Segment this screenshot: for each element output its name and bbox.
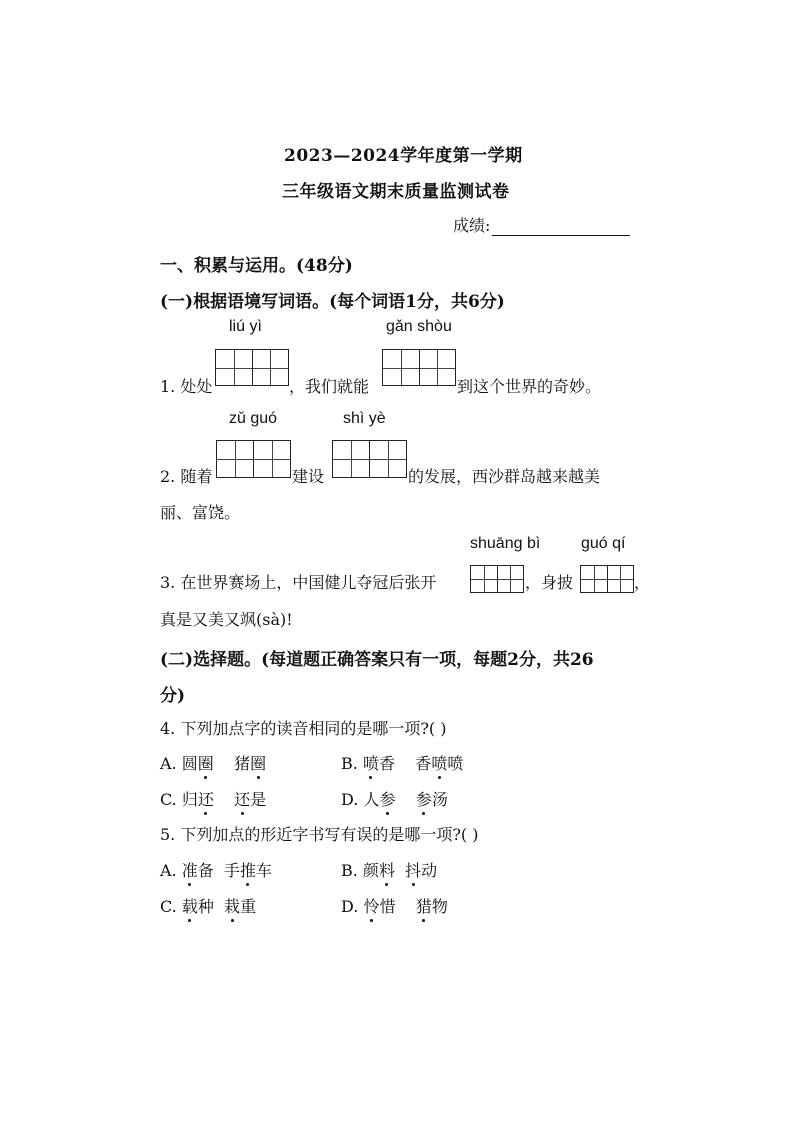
option-text: [395, 790, 415, 809]
q5-option-a[interactable]: [160, 858, 272, 881]
option-text: 备 手: [197, 861, 240, 880]
q4-stem: 4. 下列加点字的读音相同的是哪一项?( ): [160, 719, 447, 738]
option-text: 香 香: [378, 754, 432, 773]
part2-heading: (二)选择题。(每道题正确答案只有一项，每题2分，共26: [160, 650, 594, 670]
grid-cell[interactable]: [581, 566, 607, 592]
option-text: B.: [341, 754, 363, 773]
q4-option-c[interactable]: [160, 787, 266, 810]
section1-heading: 一、积累与运用。(48分): [160, 256, 353, 276]
option-text: D. 人: [341, 790, 380, 809]
option-text: 惜: [379, 897, 416, 916]
grid-cell[interactable]: [419, 350, 456, 385]
q3-answer-grid-1[interactable]: [470, 565, 524, 593]
q2-text-b: 建设: [292, 467, 325, 486]
q1-answer-grid-2[interactable]: [382, 349, 456, 386]
option-text: 猪: [213, 754, 251, 773]
dotted-char: 还: [234, 787, 250, 810]
dotted-char: 喷: [431, 751, 447, 774]
dotted-char: 喷: [363, 751, 379, 774]
option-text: 种: [197, 897, 225, 916]
option-text: D.: [341, 897, 364, 916]
option-text: [395, 861, 405, 880]
pinyin-zu-guo: zǔ guó: [229, 410, 278, 427]
q2-answer-grid-2[interactable]: [332, 440, 407, 478]
score-label: 成绩:: [453, 216, 491, 235]
q1-text-a: 1. 处处: [160, 377, 213, 396]
pinyin-liu-yi: liú yì: [229, 318, 262, 335]
grid-cell[interactable]: [252, 350, 289, 385]
grid-cell[interactable]: [333, 441, 369, 477]
q5-option-d[interactable]: [341, 894, 448, 917]
grid-cell[interactable]: [471, 566, 497, 592]
option-text: A. 圆: [160, 754, 198, 773]
part1-heading: (一)根据语境写词语。(每个词语1分，共6分): [160, 292, 505, 312]
option-text: B. 颜: [341, 861, 379, 880]
q5-stem: 5. 下列加点的形近字书写有误的是哪一项?( ): [160, 825, 479, 844]
option-text: 物: [431, 897, 448, 916]
q3-text-c: ，: [634, 573, 651, 592]
exam-title: 三年级语文期末质量监测试卷: [282, 182, 510, 202]
dotted-char: 猎: [416, 894, 432, 917]
grid-cell[interactable]: [217, 441, 253, 477]
option-text: [214, 790, 234, 809]
part2-heading-cont: 分): [160, 686, 186, 706]
q3-text-d: 真是又美又飒(sà)!: [160, 610, 293, 629]
dotted-char: 料: [379, 858, 395, 881]
dotted-char: 圈: [250, 751, 266, 774]
dotted-char: 载: [182, 894, 198, 917]
option-text: 车: [255, 861, 272, 880]
option-text: C. 归: [160, 790, 198, 809]
dotted-char: 参: [379, 787, 395, 810]
pinyin-gan-shou: gǎn shòu: [386, 318, 452, 335]
q3-answer-grid-2[interactable]: [580, 565, 634, 593]
q1-text-c: 到这个世界的奇妙。: [457, 377, 602, 396]
q2-text-d: 丽、富饶。: [160, 503, 241, 522]
grid-cell[interactable]: [253, 441, 290, 477]
q5-option-b[interactable]: [341, 858, 437, 881]
dotted-char: 推: [240, 858, 256, 881]
grid-cell[interactable]: [383, 350, 419, 385]
dotted-char: 抖: [405, 858, 421, 881]
option-text: 喷: [447, 754, 464, 773]
grid-cell[interactable]: [607, 566, 634, 592]
q3-text-b: ，身披: [525, 573, 574, 592]
exam-term-title: 2023—2024学年度第一学期: [284, 146, 523, 166]
dotted-char: 参: [416, 787, 432, 810]
dotted-char: 栽: [224, 894, 240, 917]
score-blank[interactable]: [492, 219, 630, 236]
option-text: 重: [240, 897, 257, 916]
q4-option-d[interactable]: [341, 787, 448, 810]
q2-text-a: 2. 随着: [160, 467, 213, 486]
q4-option-a[interactable]: [160, 751, 266, 774]
option-text: C.: [160, 897, 182, 916]
grid-cell[interactable]: [369, 441, 406, 477]
option-text: 汤: [431, 790, 448, 809]
q3-text-a: 3. 在世界赛场上，中国健儿夺冠后张开: [160, 573, 437, 592]
pinyin-shuang-bi: shuāng bì: [470, 535, 541, 552]
grid-cell[interactable]: [497, 566, 524, 592]
q2-answer-grid-1[interactable]: [216, 440, 291, 478]
dotted-char: 还: [198, 787, 214, 810]
q4-option-b[interactable]: [341, 751, 463, 774]
option-text: 动: [421, 861, 438, 880]
dotted-char: 怜: [363, 894, 379, 917]
dotted-char: 圈: [198, 751, 214, 774]
q2-text-c: 的发展，西沙群岛越来越美: [408, 467, 601, 486]
pinyin-guo-qi: guó qí: [581, 535, 626, 552]
q5-option-c[interactable]: [160, 894, 256, 917]
q1-text-b: ，我们就能: [289, 377, 370, 396]
option-text: 是: [250, 790, 267, 809]
option-text: A.: [160, 861, 182, 880]
score-field[interactable]: [453, 213, 630, 236]
pinyin-shi-ye: shì yè: [343, 410, 386, 427]
grid-cell[interactable]: [216, 350, 252, 385]
dotted-char: 准: [182, 858, 198, 881]
q1-answer-grid-1[interactable]: [215, 349, 289, 386]
